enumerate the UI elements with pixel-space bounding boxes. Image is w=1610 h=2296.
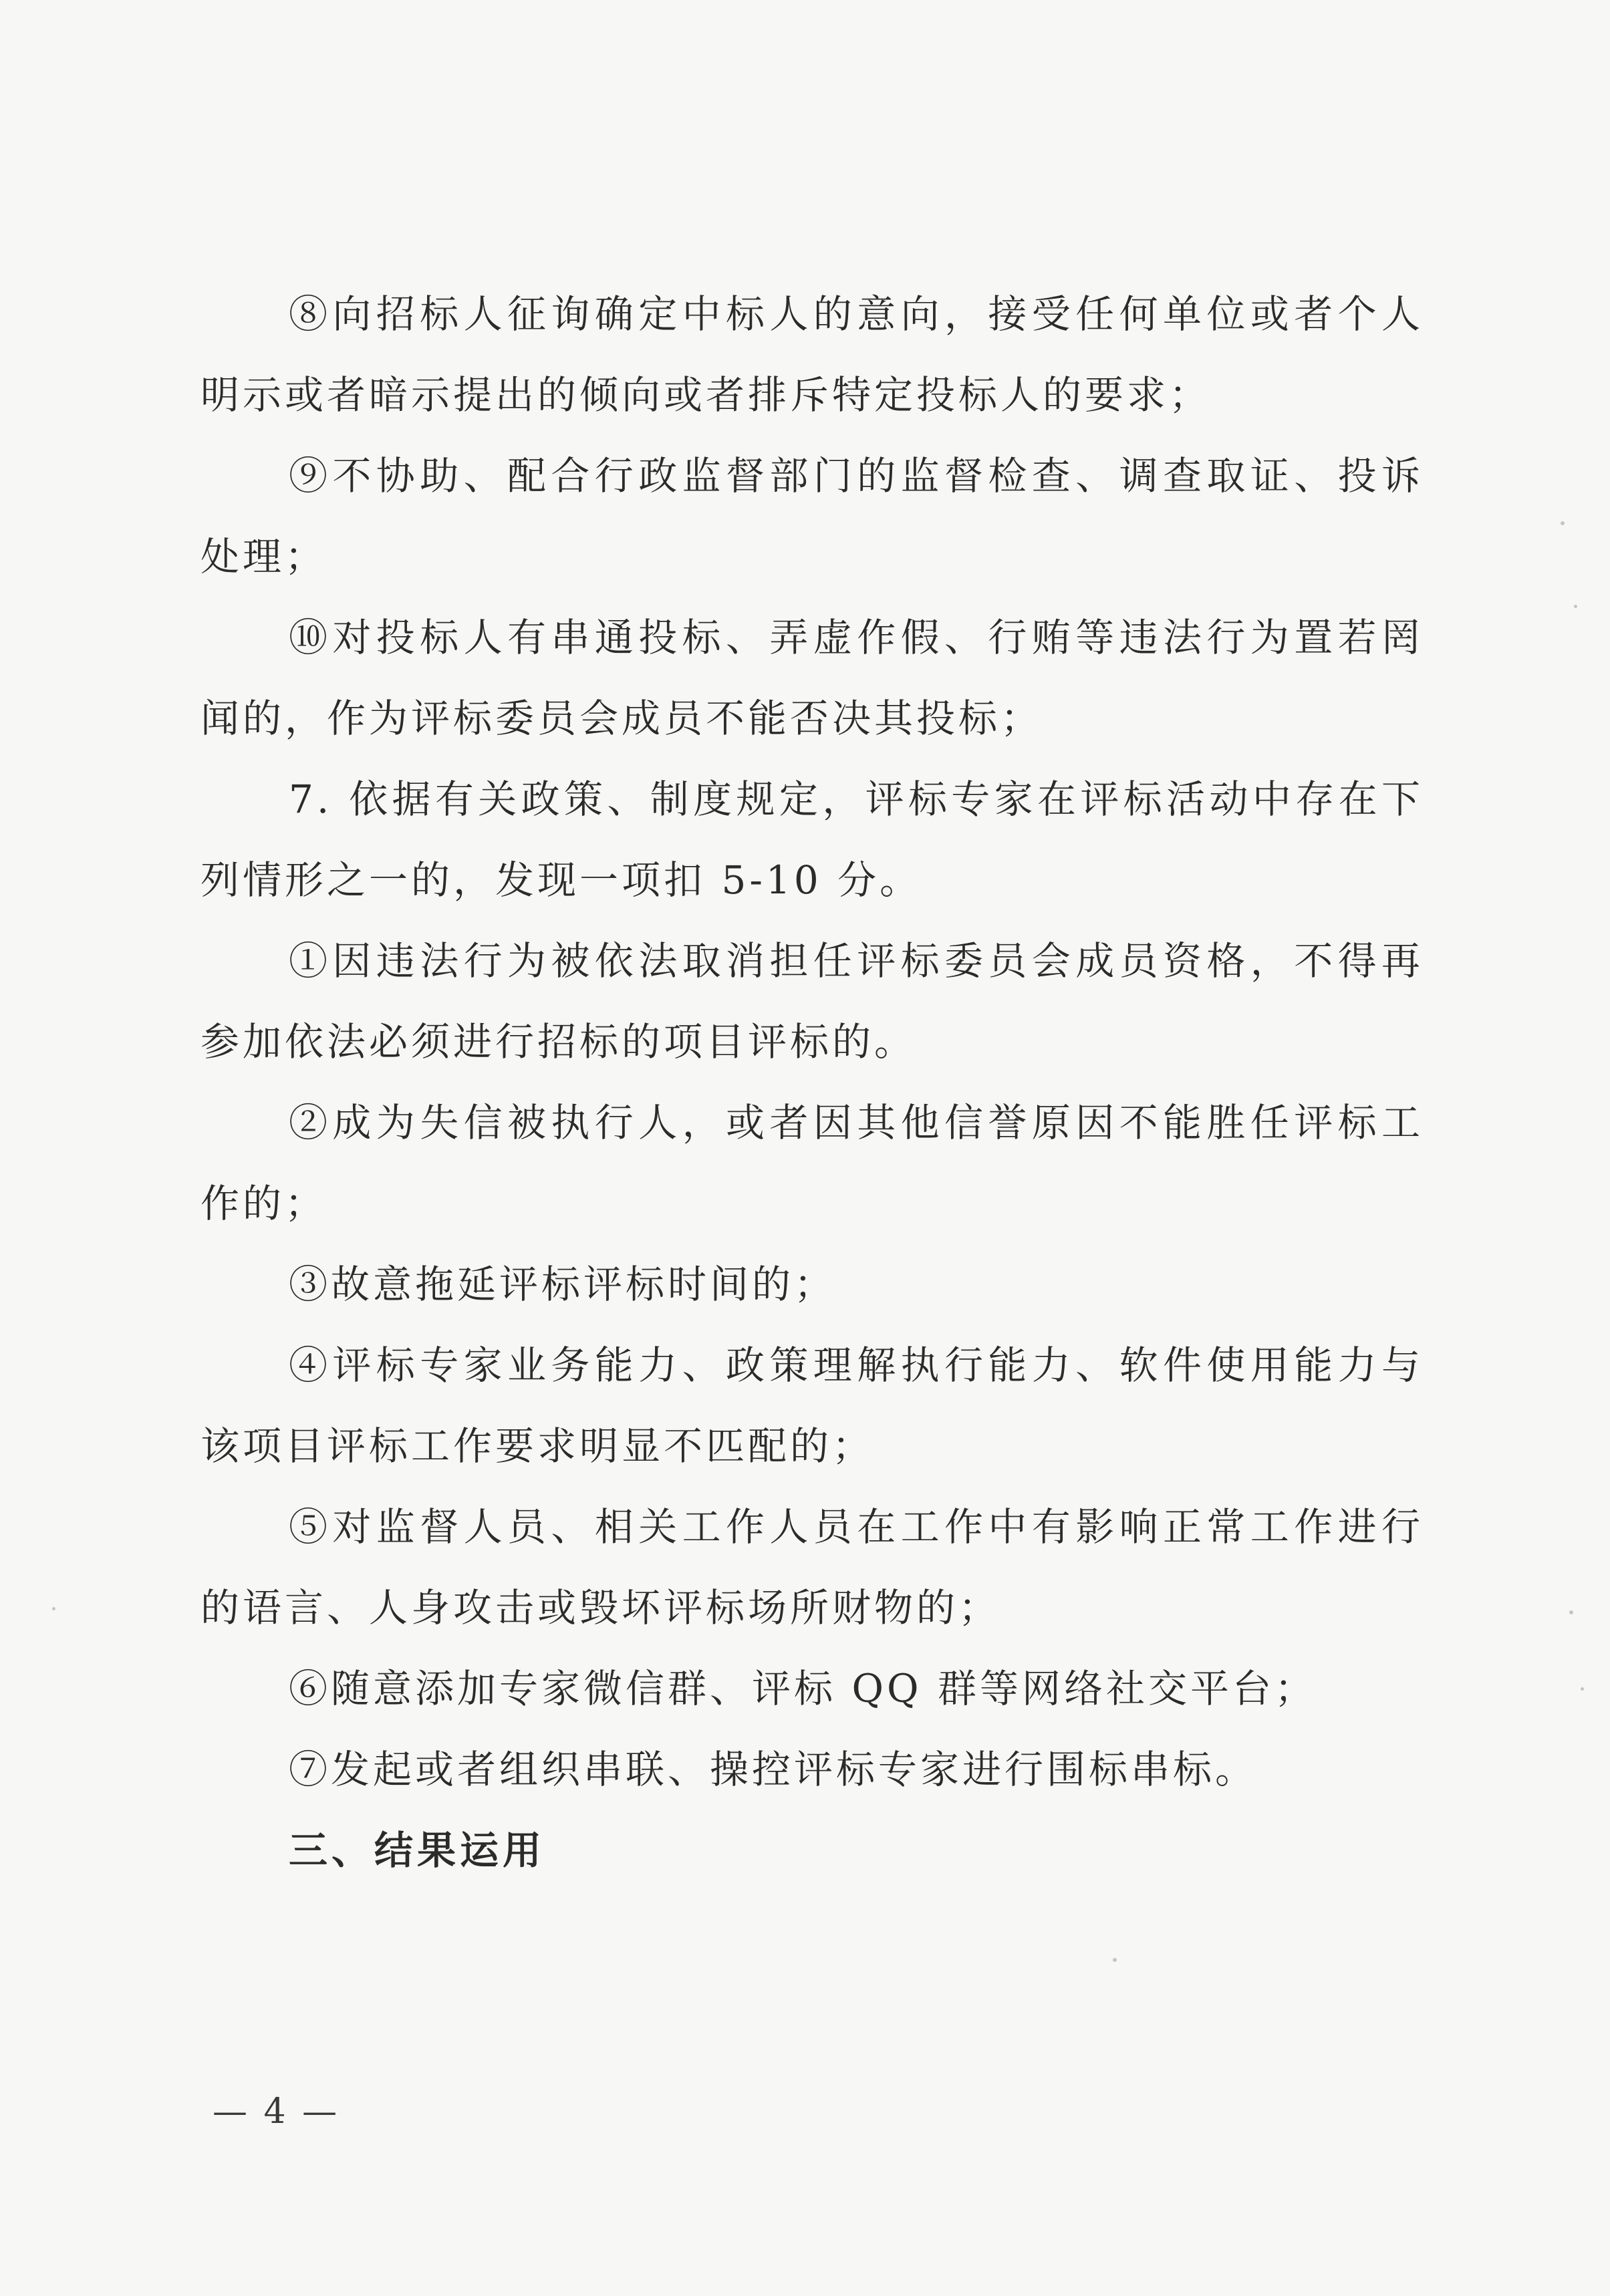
section-heading: 三、结果运用 — [289, 1828, 546, 1873]
paragraph-subitem-4: ④评标专家业务能力、政策理解执行能力、软件使用能力与该项目评标工作要求明显不匹配的； — [200, 1342, 1424, 1469]
paragraph-item-10: ⑩对投标人有串通投标、弄虚作假、行贿等违法行为置若罔闻的，作为评标委员会成员不能否决其投标； — [200, 615, 1424, 741]
scan-speck — [52, 1607, 55, 1610]
paragraph-clause-7: 7. 依据有关政策、制度规定，评标专家在评标活动中存在下列情形之一的，发现一项扣 5-10 分。 — [200, 776, 1424, 903]
scan-speck — [1561, 521, 1565, 525]
page-number: — 4 — — [213, 2092, 340, 2132]
scan-speck — [1113, 1958, 1117, 1962]
paragraph-subitem-1: ①因违法行为被依法取消担任评标委员会成员资格，不得再参加依法必须进行招标的项目评标的。 — [200, 938, 1424, 1064]
paragraph-subitem-7: ⑦发起或者组织串联、操控评标专家进行围标串标。 — [289, 1747, 1258, 1792]
paragraph-subitem-6: ⑥随意添加专家微信群、评标 QQ 群等网络社交平台； — [289, 1666, 1317, 1711]
paragraph-subitem-2: ②成为失信被执行人，或者因其他信誉原因不能胜任评标工作的； — [200, 1100, 1424, 1226]
scan-speck — [1574, 605, 1577, 608]
paragraph-item-8: ⑧向招标人征询确定中标人的意向，接受任何单位或者个人明示或者暗示提出的倾向或者排斥特定投标人的要求； — [200, 291, 1424, 418]
paragraph-item-9: ⑨不协助、配合行政监督部门的监督检查、调查取证、投诉处理； — [200, 453, 1424, 579]
paragraph-subitem-3: ③故意拖延评标评标时间的； — [289, 1262, 837, 1307]
scan-speck — [1581, 1687, 1584, 1691]
scan-speck — [1569, 1610, 1573, 1614]
document-body — [200, 274, 1424, 1891]
paragraph-subitem-5: ⑤对监督人员、相关工作人员在工作中有影响正常工作进行的语言、人身攻击或毁坏评标场所财物的； — [200, 1504, 1424, 1630]
